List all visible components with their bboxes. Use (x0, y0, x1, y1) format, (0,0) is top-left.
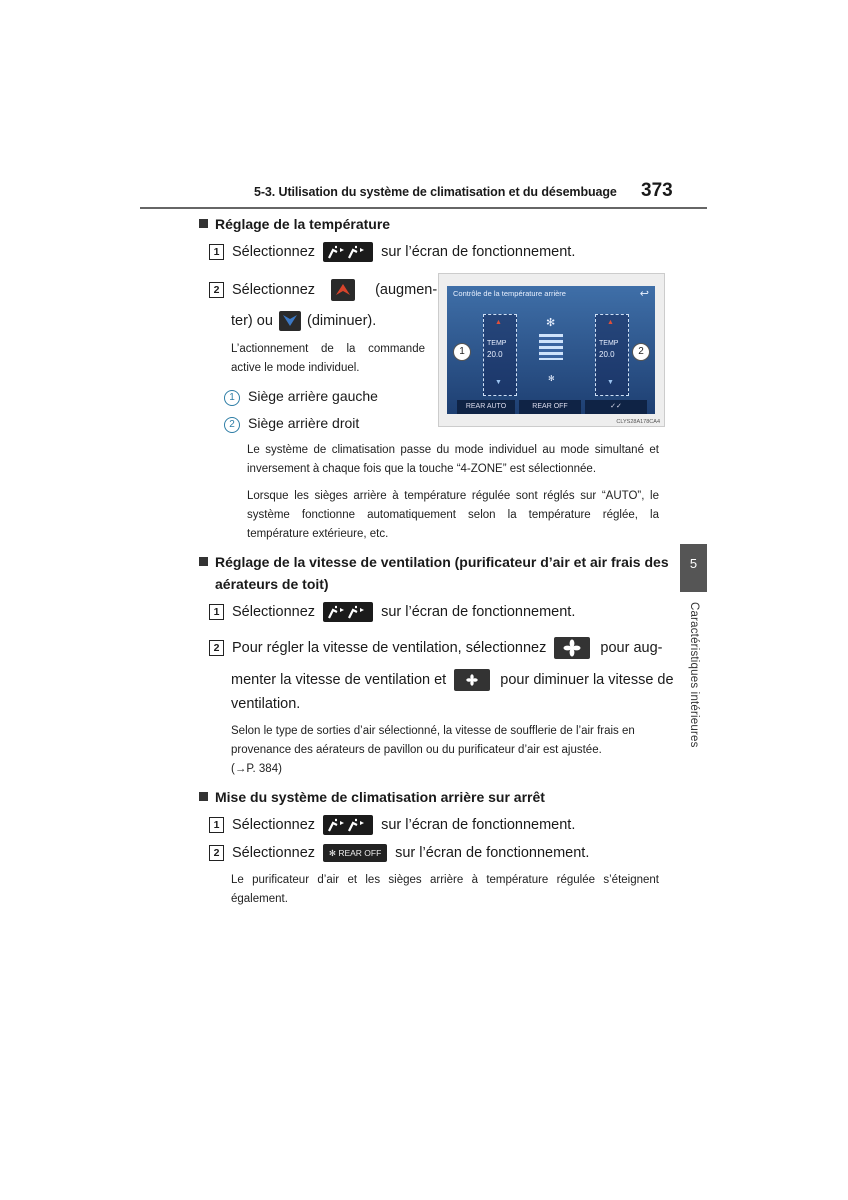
callout-1: 1 (453, 343, 471, 361)
legend-item-right-seat: 2 Siège arrière droit (224, 413, 359, 433)
step-number: 2 (209, 640, 224, 656)
step-number: 1 (209, 604, 224, 620)
chapter-tab: 5 (680, 544, 707, 592)
s1-para1: Le système de climatisation passe du mode individuel au mode simultané et inversement à chaque fois que la touche “4-ZONE” est sélectionnée. (247, 444, 659, 475)
fan-up-icon: ✻ (546, 317, 556, 329)
s2-note-l3: (→P. 384) (231, 763, 282, 775)
down-arrow-icon (279, 311, 301, 331)
screen-display (447, 286, 655, 414)
s3-step2: 2 Sélectionnez ✻ REAR OFF sur l’écran de fonctionnement. (209, 843, 589, 863)
fan-icon (554, 637, 590, 659)
s2-step2-cont: menter la vitesse de ventilation et pour diminuer la vitesse de (231, 669, 674, 691)
s1-step2-cont: ter) ou (diminuer). (231, 311, 376, 331)
rear-auto-button[interactable]: REAR AUTO (457, 400, 515, 414)
running-header: 5-3. Utilisation du système de climatisation et du désembuage (254, 185, 617, 199)
square-bullet-icon (199, 219, 208, 228)
rear-off-button-icon: ✻ REAR OFF (323, 844, 387, 862)
step-number: 2 (209, 845, 224, 861)
s2-note-l2: provenance des aérateurs de pavillon ou du purificateur d’air est ajustée. (231, 744, 602, 756)
rear-seats-button[interactable]: ✓✓ (585, 400, 647, 414)
fan-icon (454, 669, 490, 691)
rear-seats-icon (323, 602, 373, 622)
s2-step2-cont2: ventilation. (231, 696, 301, 712)
rear-seats-icon (323, 815, 373, 835)
section-title-fan-speed: Réglage de la vitesse de ventilation (purificateur d’air et air frais des (199, 552, 669, 573)
s2-step2: 2 Pour régler la vitesse de ventilation, sélectionnez pour aug- (209, 637, 662, 659)
square-bullet-icon (199, 557, 208, 566)
step-number: 1 (209, 244, 224, 260)
s1-step2: 2 Sélectionnez (augmen- (209, 279, 437, 301)
legend-item-left-seat: 1 Siège arrière gauche (224, 386, 378, 406)
right-temp-column: ▲ TEMP 20.0 ▼ (595, 314, 629, 396)
square-bullet-icon (199, 792, 208, 801)
s1-note: L’actionnement de la commande active le mode individuel. (231, 343, 425, 374)
page-number: 373 (641, 180, 673, 201)
chapter-title: Caractéristiques intérieures (688, 602, 700, 748)
circled-number: 1 (224, 390, 240, 406)
back-icon: ↩ (639, 288, 649, 300)
s2-step1: 1 Sélectionnez sur l’écran de fonctionnement. (209, 602, 575, 622)
figure-code: CLYS28A178CA4 (616, 419, 660, 425)
s2-note-l1: Selon le type de sorties d’air sélectionné, la vitesse de soufflerie de l’air frais en (231, 725, 635, 737)
section-title-rear-off: Mise du système de climatisation arrière sur arrêt (199, 787, 545, 808)
circled-number: 2 (224, 417, 240, 433)
left-temp-column: ▲ TEMP 20.0 ▼ (483, 314, 517, 396)
s3-step1: 1 Sélectionnez sur l’écran de fonctionnement. (209, 815, 575, 835)
fan-level-bars (539, 334, 563, 360)
climate-screen-figure (438, 273, 665, 427)
header-divider (140, 207, 707, 209)
screen-title: Contrôle de la température arrière (453, 289, 566, 298)
up-arrow-icon (331, 279, 355, 301)
fan-down-icon: ✻ (548, 374, 555, 383)
callout-2: 2 (632, 343, 650, 361)
rear-off-button[interactable]: REAR OFF (519, 400, 581, 414)
s1-para2: Lorsque les sièges arrière à température régulée sont réglés sur “AUTO”, le système fonctionne automatiquement selon la température réglée, la température extérieure, etc. (247, 490, 659, 540)
step-number: 1 (209, 817, 224, 833)
rear-seats-icon (323, 242, 373, 262)
s1-step1: 1 Sélectionnez sur l’écran de fonctionnement. (209, 242, 575, 262)
s3-note: Le purificateur d’air et les sièges arrière à température régulée s’éteignent également. (231, 874, 659, 905)
section-title-temperature: Réglage de la température (199, 214, 390, 235)
step-number: 2 (209, 282, 224, 298)
section-title-fan-speed-cont: aérateurs de toit) (215, 576, 329, 592)
